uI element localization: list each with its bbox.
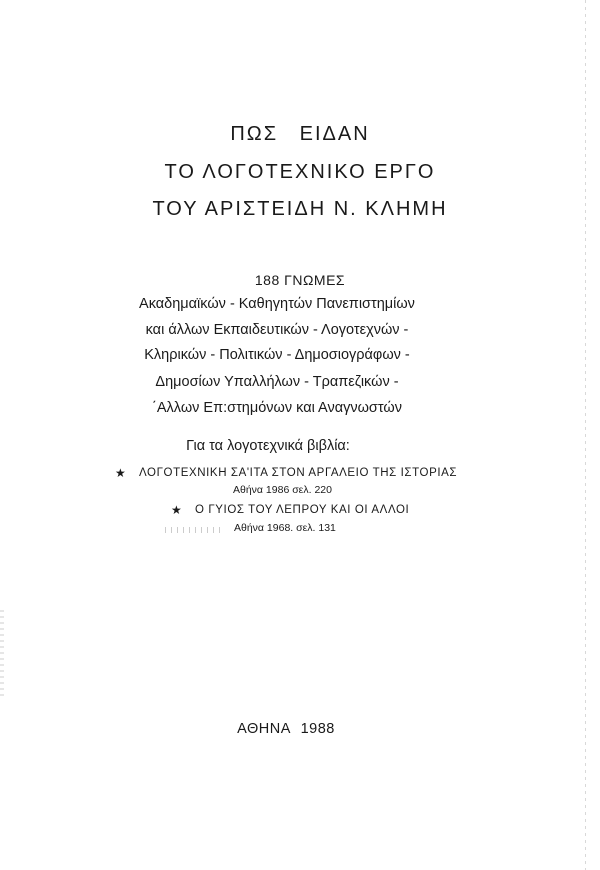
description-line-5: ΄Αλλων Επ:στημόνων και Αναγνωστών	[152, 400, 402, 416]
title-line-2: ΤΟ ΛΟΓΟΤΕΧΝΙΚΟ ΕΡΓΟ	[164, 161, 436, 183]
place-and-year: ΑΘΗΝΑ 1988	[237, 721, 335, 737]
book-item-1	[115, 466, 458, 480]
description-line-2: και άλλων Εκπαιδευτικών - Λογοτεχνών -	[145, 322, 409, 338]
book-title-2: Ο ΓΥΙΟΣ ΤΟΥ ΛΕΠΡΟΥ ΚΑΙ ΟΙ ΑΛΛΟΙ	[195, 504, 410, 516]
subtitle: 188 ΓΝΩΜΕΣ	[254, 272, 346, 288]
star-bullet-icon: ★	[171, 503, 183, 517]
book-publication-1: Αθήνα 1986 σελ. 220	[233, 484, 332, 496]
description-line-1: Ακαδημαϊκών - Καθηγητών Πανεπιστημίων	[139, 296, 415, 312]
book-title-1: ΛΟΓΟΤΕΧΝΙΚΗ ΣΑ'ΙΤΑ ΣΤΟΝ ΑΡΓΑΛΕΙΟ ΤΗΣ ΙΣΤΟΡΙΑΣ	[139, 467, 458, 479]
star-bullet-icon: ★	[115, 466, 127, 480]
scan-specks	[165, 527, 225, 533]
title-line-1: ΠΩΣ ΕΙΔΑΝ	[230, 123, 370, 145]
title-line-3: ΤΟΥ ΑΡΙΣΤΕΙΔΗ Ν. ΚΛΗΜΗ	[152, 198, 448, 220]
book-publication-2: Αθήνα 1968. σελ. 131	[234, 522, 336, 534]
description-line-3: Κληρικών - Πολιτικών - Δημοσιογράφων -	[144, 347, 410, 363]
scan-left-mark	[0, 610, 4, 700]
books-heading: Για τα λογοτεχνικά βιβλία:	[186, 438, 350, 454]
book-item-2	[171, 503, 410, 517]
description-line-4: Δημοσίων Υπαλλήλων - Τραπεζικών -	[155, 374, 399, 390]
